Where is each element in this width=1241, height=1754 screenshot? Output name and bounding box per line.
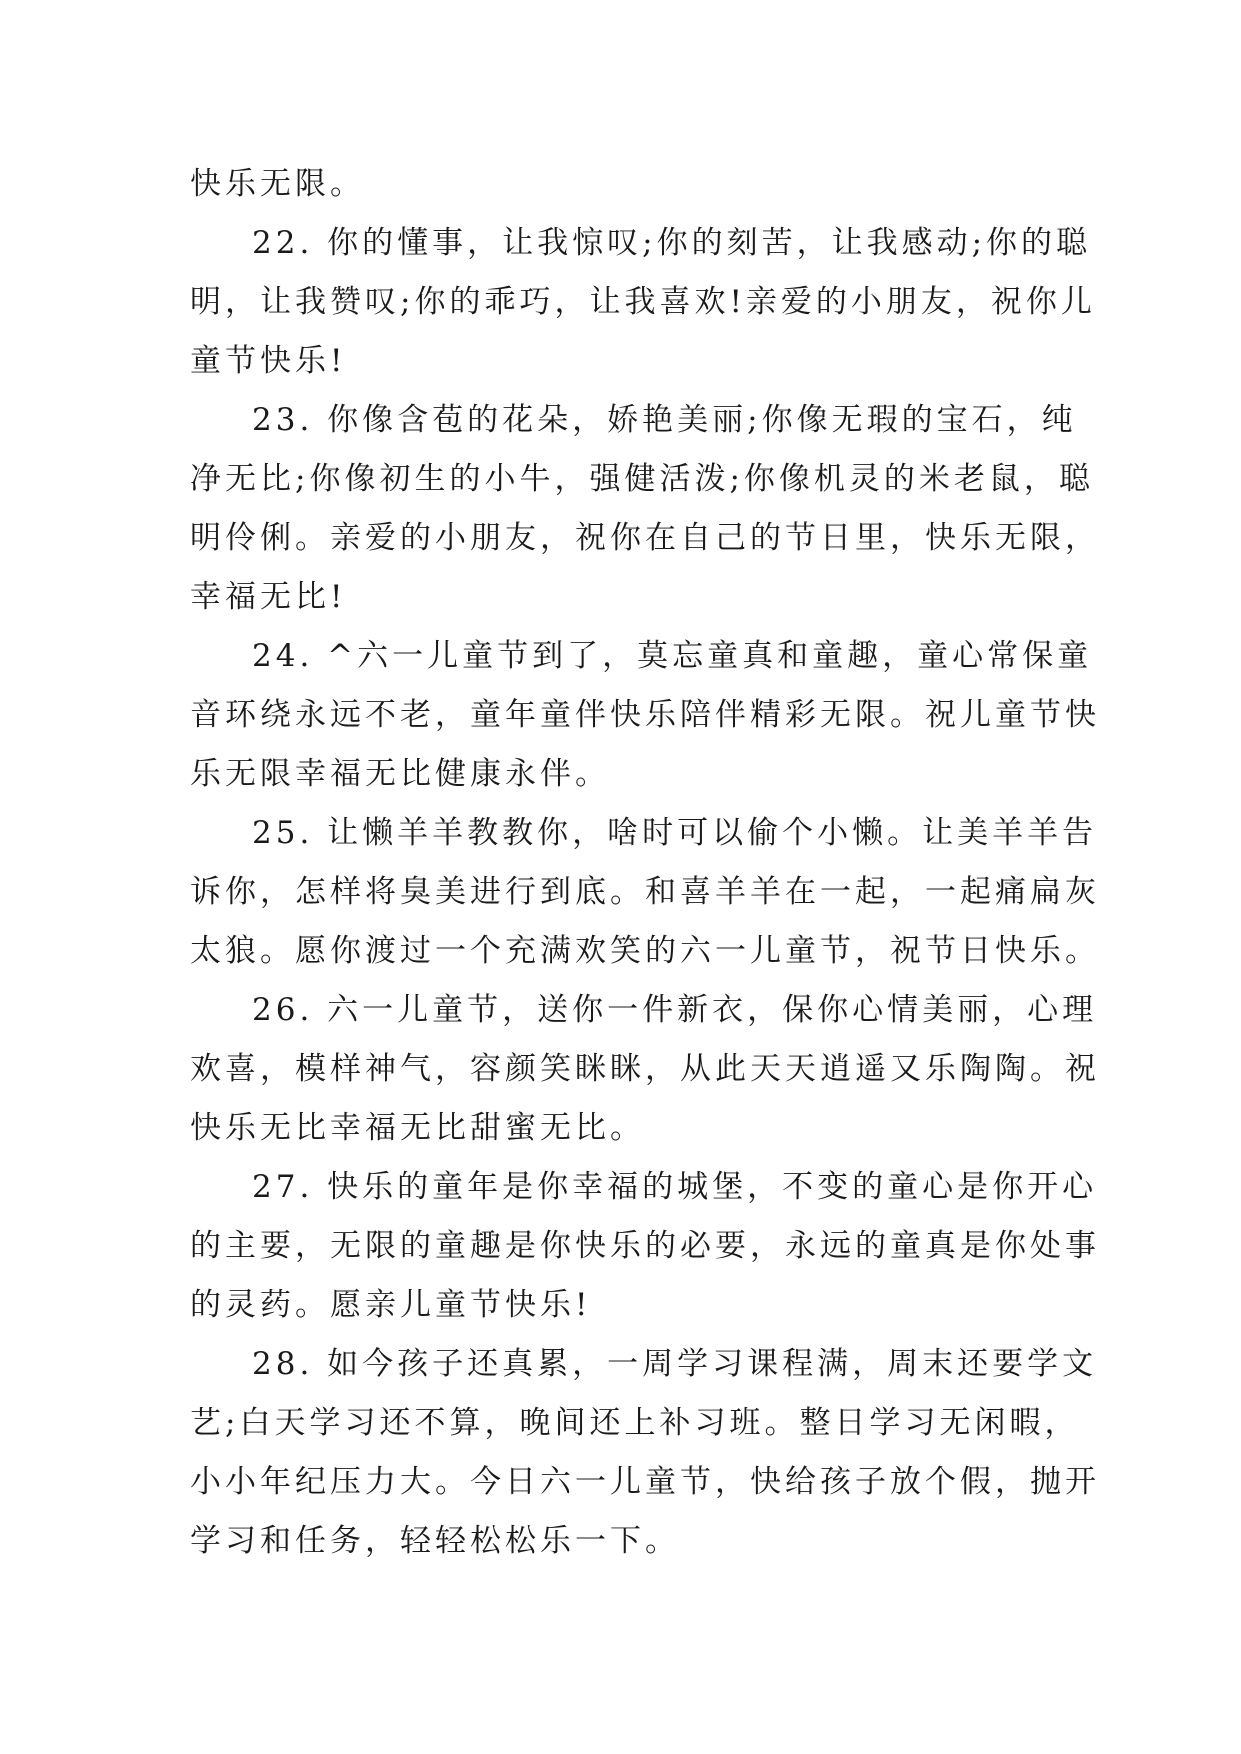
text-line: 的主要，无限的童趣是你快乐的必要，永远的童真是你处事 <box>190 1228 1100 1264</box>
text-line: 欢喜，模样神气，容颜笑眯眯，从此天天逍遥又乐陶陶。祝 <box>190 1051 1100 1087</box>
paragraph-26 <box>190 981 1100 1158</box>
paragraph-27 <box>190 1158 1100 1335</box>
text-line: 26. 六一儿童节，送你一件新衣，保你心情美丽，心理 <box>252 992 1098 1028</box>
text-line: 童节快乐! <box>190 343 347 379</box>
paragraph-28 <box>190 1335 1100 1571</box>
text-line: 诉你，怎样将臭美进行到底。和喜羊羊在一起，一起痛扁灰 <box>190 874 1100 910</box>
paragraph-22 <box>190 214 1096 391</box>
text-line: 净无比;你像初生的小牛，强健活泼;你像机灵的米老鼠，聪 <box>190 461 1094 497</box>
paragraph-23 <box>190 391 1100 627</box>
text-line: 学习和任务，轻轻松松乐一下。 <box>190 1523 680 1559</box>
text-line: 25. 让懒羊羊教教你，啥时可以偷个小懒。让美羊羊告 <box>252 815 1098 851</box>
text-line: 27. 快乐的童年是你幸福的城堡，不变的童心是你开心 <box>252 1169 1098 1205</box>
text-line: 快乐无比幸福无比甜蜜无比。 <box>190 1110 645 1146</box>
paragraph-continuation <box>190 155 1070 214</box>
text-line: 太狼。愿你渡过一个充满欢笑的六一儿童节，祝节日快乐。 <box>190 933 1100 969</box>
text-line: 22. 你的懂事，让我惊叹;你的刻苦，让我感动;你的聪 <box>252 225 1092 261</box>
paragraph-25 <box>190 804 1100 981</box>
text-line: 幸福无比! <box>190 579 347 615</box>
text-line: 24. ^六一儿童节到了，莫忘童真和童趣，童心常保童 <box>252 638 1093 674</box>
text-line: 音环绕永远不老，童年童伴快乐陪伴精彩无限。祝儿童节快 <box>190 697 1100 733</box>
text-line: 明伶俐。亲爱的小朋友，祝你在自己的节日里，快乐无限， <box>190 520 1100 556</box>
text-line: 28. 如今孩子还真累，一周学习课程满，周末还要学文 <box>252 1346 1098 1382</box>
paragraph-24 <box>190 627 1100 804</box>
text-line: 艺;白天学习还不算，晚间还上补习班。整日学习无闲暇， <box>190 1405 1080 1441</box>
text-line: 快乐无限。 <box>190 166 365 202</box>
text-line: 23. 你像含苞的花朵，娇艳美丽;你像无瑕的宝石，纯 <box>252 402 1077 438</box>
text-line: 明，让我赞叹;你的乖巧，让我喜欢!亲爱的小朋友，祝你儿 <box>190 284 1096 320</box>
text-line: 乐无限幸福无比健康永伴。 <box>190 756 610 792</box>
document-body <box>190 155 1100 1571</box>
text-line: 的灵药。愿亲儿童节快乐! <box>190 1287 592 1323</box>
text-line: 小小年纪压力大。今日六一儿童节，快给孩子放个假，抛开 <box>190 1464 1100 1500</box>
